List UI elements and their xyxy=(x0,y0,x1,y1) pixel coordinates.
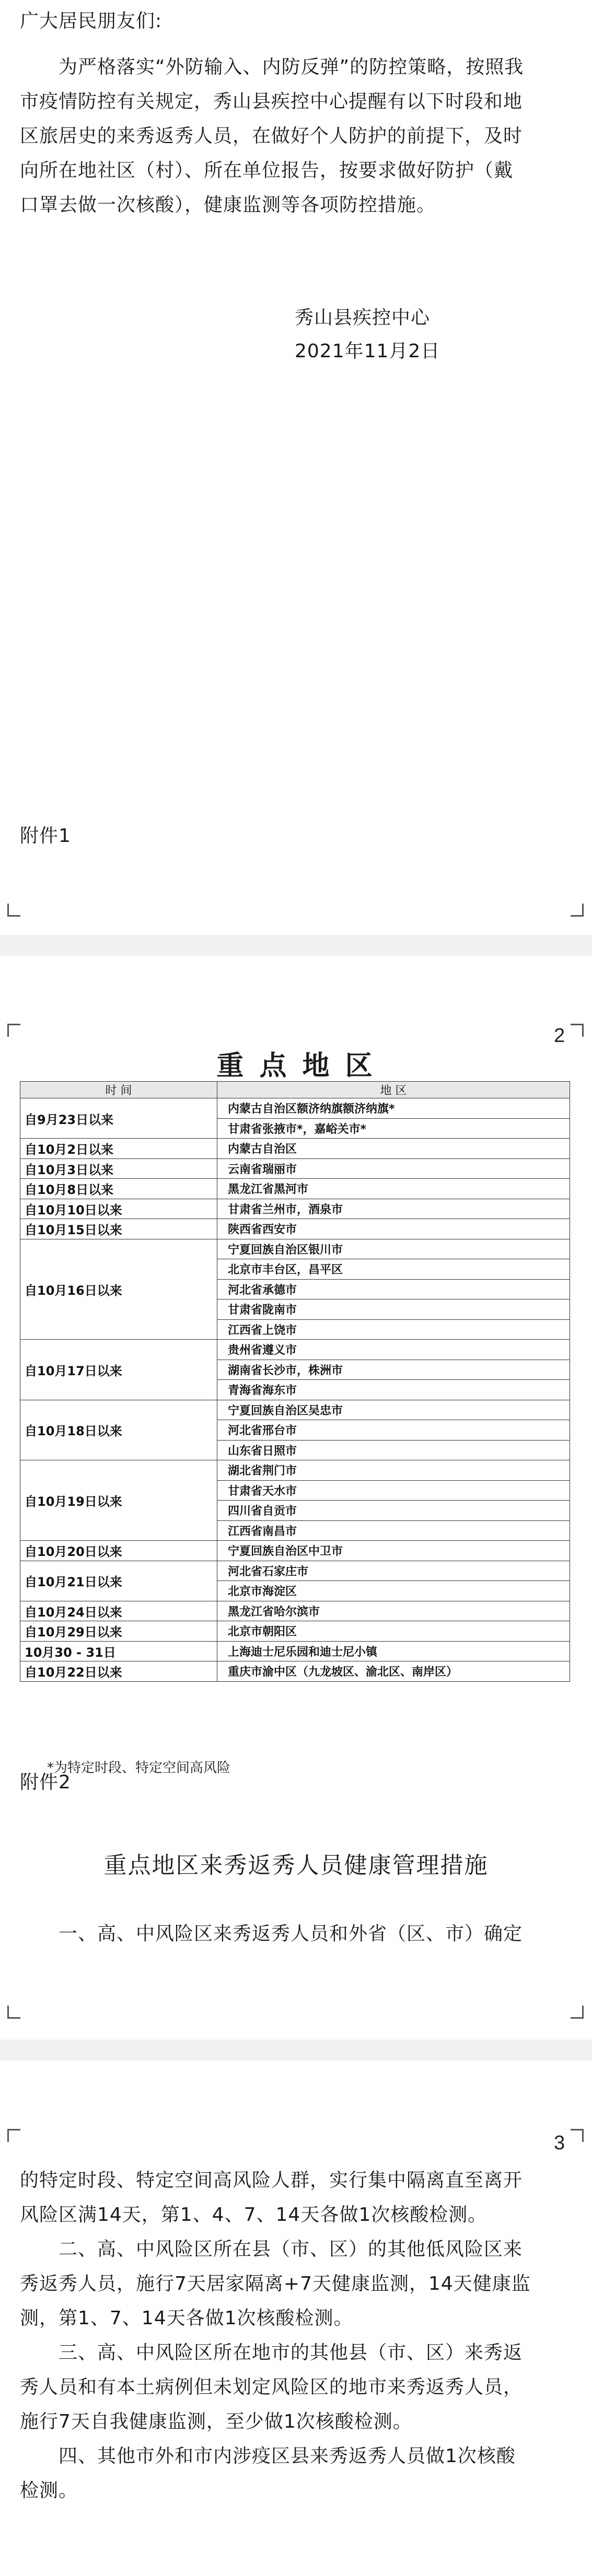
signature: 秀山县疾控中心 xyxy=(295,307,431,329)
region-cell: 云南省瑞丽市 xyxy=(217,1158,570,1179)
time-cell: 自10月20日以来 xyxy=(20,1541,217,1561)
time-cell: 自10月15日以来 xyxy=(20,1219,217,1239)
greeting: 广大居民朋友们: xyxy=(20,10,162,32)
para-line: 秀人员和有本土病例但未划定风险区的地市来秀返秀人员， xyxy=(20,2376,523,2398)
key-regions-table xyxy=(20,1081,570,1682)
table-title: 重 点 地 区 xyxy=(216,1050,376,1082)
region-cell: 河北省邢台市 xyxy=(217,1420,570,1441)
para-line: 区旅居史的来秀返秀人员，在做好个人防护的前提下，及时 xyxy=(20,125,523,147)
page-corner-mark xyxy=(571,904,584,917)
table-row xyxy=(20,1601,570,1621)
table-row xyxy=(20,1179,570,1199)
time-cell: 自10月10日以来 xyxy=(20,1199,217,1219)
table-footnote: *为特定时段、特定空间高风险 xyxy=(47,1760,231,1776)
table-row xyxy=(20,1098,570,1119)
region-cell: 宁夏回族自治区中卫市 xyxy=(217,1541,570,1561)
time-cell: 自10月3日以来 xyxy=(20,1158,217,1179)
region-cell: 甘肃省天水市 xyxy=(217,1480,570,1501)
region-cell: 山东省日照市 xyxy=(217,1440,570,1460)
time-cell: 自10月19日以来 xyxy=(20,1460,217,1541)
region-cell: 河北省承德市 xyxy=(217,1279,570,1299)
table-row xyxy=(20,1239,570,1259)
time-cell: 自10月17日以来 xyxy=(20,1340,217,1400)
region-cell: 江西省南昌市 xyxy=(217,1520,570,1541)
region-cell: 贵州省遵义市 xyxy=(217,1340,570,1360)
page-separator xyxy=(0,935,592,956)
para-line: 测，第1、7、14天各做1次核酸检测。 xyxy=(20,2308,353,2329)
region-cell: 内蒙古自治区额济纳旗额济纳旗* xyxy=(217,1098,570,1119)
time-cell: 自10月18日以来 xyxy=(20,1400,217,1460)
para-line: 施行7天自我健康监测，至少做1次核酸检测。 xyxy=(20,2411,412,2432)
region-cell: 宁夏回族自治区银川市 xyxy=(217,1239,570,1259)
table-row xyxy=(20,1400,570,1420)
table-row xyxy=(20,1460,570,1481)
region-cell: 湖南省长沙市，株洲市 xyxy=(217,1360,570,1380)
region-cell: 北京市丰台区，昌平区 xyxy=(217,1259,570,1280)
para-line: 为严格落实“外防输入、内防反弹”的防控策略，按照我 xyxy=(59,56,524,78)
region-cell: 青海省海东市 xyxy=(217,1380,570,1400)
region-cell: 河北省石家庄市 xyxy=(217,1561,570,1581)
para-line: 一、高、中风险区来秀返秀人员和外省（区、市）确定 xyxy=(59,1923,523,1945)
region-cell: 上海迪士尼乐园和迪士尼小镇 xyxy=(217,1641,570,1661)
region-cell: 重庆市渝中区（九龙坡区、渝北区、南岸区） xyxy=(217,1661,570,1682)
table-row xyxy=(20,1621,570,1642)
measures-text xyxy=(20,2163,584,2508)
table-row xyxy=(20,1541,570,1561)
time-cell: 自10月24日以来 xyxy=(20,1601,217,1621)
section-heading: 重点地区来秀返秀人员健康管理措施 xyxy=(103,1852,489,1879)
attachment-label: 附件1 xyxy=(20,825,71,847)
page-corner-mark xyxy=(7,904,20,917)
time-cell: 自10月2日以来 xyxy=(20,1139,217,1159)
para-line: 四、其他市外和市内涉疫区县来秀返秀人员做1次核酸 xyxy=(59,2445,516,2467)
para-line: 三、高、中风险区所在地市的其他县（市、区）来秀返 xyxy=(59,2342,523,2363)
region-cell: 北京市朝阳区 xyxy=(217,1621,570,1642)
column-header-region: 地 区 xyxy=(217,1082,570,1098)
table-row xyxy=(20,1139,570,1159)
table-row xyxy=(20,1561,570,1581)
attachment-label: 附件2 xyxy=(20,1772,71,1793)
time-cell: 自10月16日以来 xyxy=(20,1239,217,1340)
page-corner-mark xyxy=(7,1024,20,1037)
time-cell: 自10月8日以来 xyxy=(20,1179,217,1199)
para-line: 的特定时段、特定空间高风险人群，实行集中隔离直至离开 xyxy=(20,2170,523,2191)
page-corner-mark xyxy=(571,2006,584,2019)
region-cell: 甘肃省张掖市*，嘉峪关市* xyxy=(217,1118,570,1139)
para-line: 检测。 xyxy=(20,2480,78,2501)
page-number: 3 xyxy=(554,2132,565,2154)
time-cell: 自10月22日以来 xyxy=(20,1661,217,1682)
table-row xyxy=(20,1158,570,1179)
table-row xyxy=(20,1219,570,1239)
region-cell: 江西省上饶市 xyxy=(217,1319,570,1340)
para-line: 向所在地社区（村）、所在单位报告，按要求做好防护（戴 xyxy=(20,160,514,181)
page-corner-mark xyxy=(7,2006,20,2019)
para-line: 风险区满14天，第1、4、7、14天各做1次核酸检测。 xyxy=(20,2204,487,2226)
region-cell: 陕西省西安市 xyxy=(217,1219,570,1239)
region-cell: 北京市海淀区 xyxy=(217,1581,570,1601)
table-row xyxy=(20,1340,570,1360)
column-header-time: 时 间 xyxy=(20,1082,217,1098)
region-cell: 甘肃省陇南市 xyxy=(217,1299,570,1320)
region-cell: 黑龙江省哈尔滨市 xyxy=(217,1601,570,1621)
region-cell: 黑龙江省黑河市 xyxy=(217,1179,570,1199)
para-line: 秀返秀人员，施行7天居家隔离+7天健康监测，14天健康监 xyxy=(20,2273,531,2294)
page-number: 2 xyxy=(554,1025,565,1047)
time-cell: 10月30 - 31日 xyxy=(20,1641,217,1661)
table-row xyxy=(20,1199,570,1219)
region-cell: 甘肃省兰州市，酒泉市 xyxy=(217,1199,570,1219)
page-separator xyxy=(0,2040,592,2060)
region-cell: 四川省自贡市 xyxy=(217,1501,570,1521)
region-cell: 内蒙古自治区 xyxy=(217,1139,570,1159)
para-line: 口罩去做一次核酸），健康监测等各项防控措施。 xyxy=(20,194,436,216)
date: 2021年11月2日 xyxy=(295,341,440,362)
notice-paragraph xyxy=(20,50,574,223)
time-cell: 自10月29日以来 xyxy=(20,1621,217,1642)
table-row xyxy=(20,1661,570,1682)
para-line: 市疫情防控有关规定，秀山县疾控中心提醒有以下时段和地 xyxy=(20,91,523,112)
time-cell: 自9月23日以来 xyxy=(20,1098,217,1139)
table-row xyxy=(20,1641,570,1661)
time-cell: 自10月21日以来 xyxy=(20,1561,217,1601)
region-cell: 宁夏回族自治区吴忠市 xyxy=(217,1400,570,1420)
page-corner-mark xyxy=(571,2129,584,2142)
page-corner-mark xyxy=(571,1024,584,1037)
region-cell: 湖北省荆门市 xyxy=(217,1460,570,1481)
para-line: 二、高、中风险区所在县（市、区）的其他低风险区来 xyxy=(59,2239,523,2260)
page-corner-mark xyxy=(7,2129,20,2142)
